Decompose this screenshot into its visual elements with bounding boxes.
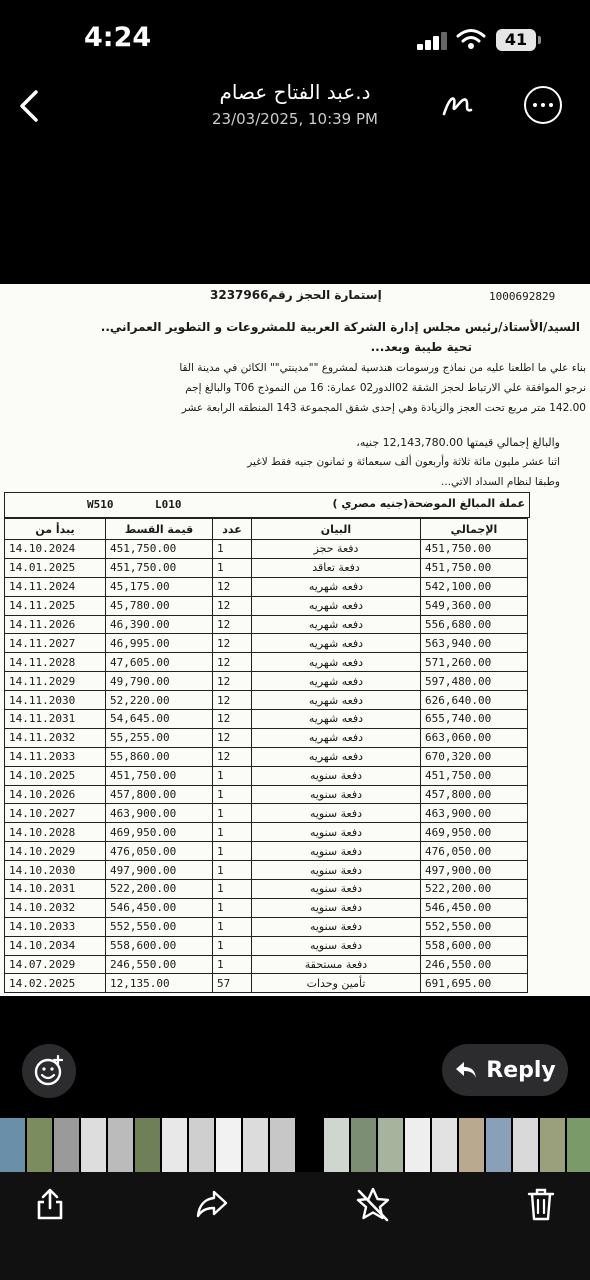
cell-count: 57 [213,974,252,993]
cell-desc: دفعه شهريه [252,728,421,747]
cell-count: 1 [213,861,252,880]
clock: 4:24 [84,22,152,53]
table-row [5,634,528,653]
cell-amount: 497,900.00 [106,861,213,880]
cell-start: 14.11.2030 [5,691,106,710]
cell-amount: 522,200.00 [106,880,213,899]
cell-desc: دفعة سنويه [252,785,421,804]
cell-amount: 45,780.00 [106,596,213,615]
col-total: الإجمالي [421,519,528,540]
cell-count: 1 [213,804,252,823]
cell-total: 552,550.00 [421,917,528,936]
table-row [5,936,528,955]
cell-amount: 55,860.00 [106,747,213,766]
cell-total: 451,750.00 [421,766,528,785]
cell-desc: دفعة سنويه [252,898,421,917]
cell-count: 1 [213,823,252,842]
cell-total: 549,360.00 [421,596,528,615]
body-line-3: 142.00 متر مربع تحت العجز والزيادة وهي إحدى شقق المجموعة 143 المنطقه الرابعة عشر [181,402,586,414]
cell-start: 14.10.2024 [5,540,106,559]
status-bar [0,0,590,80]
cell-total: 546,450.00 [421,898,528,917]
cell-count: 1 [213,540,252,559]
cell-total: 663,060.00 [421,728,528,747]
cell-start: 14.11.2027 [5,634,106,653]
message-header [0,80,590,136]
cell-total: 563,940.00 [421,634,528,653]
table-row [5,653,528,672]
cell-start: 14.11.2031 [5,710,106,729]
cell-total: 469,950.00 [421,823,528,842]
col-amount: قيمة القسط [106,519,213,540]
cell-count: 1 [213,842,252,861]
cell-desc: دفعه شهريه [252,653,421,672]
reply-button[interactable] [442,1044,568,1096]
cell-count: 12 [213,653,252,672]
document-photo [0,284,590,996]
cell-desc: دفعه شهريه [252,710,421,729]
cell-desc: دفعة سنويه [252,804,421,823]
table-row [5,804,528,823]
battery-icon: 41 [496,29,536,51]
cell-amount: 476,050.00 [106,842,213,861]
cell-count: 12 [213,691,252,710]
cell-amount: 46,995.00 [106,634,213,653]
cell-desc: دفعه شهريه [252,596,421,615]
cellular-signal-icon [417,32,449,50]
table-row [5,861,528,880]
table-row [5,558,528,577]
cell-amount: 469,950.00 [106,823,213,842]
bottom-toolbar [0,1172,590,1280]
thumbnail[interactable] [567,1118,590,1172]
payment-system-line: وطبقا لنظام السداد الاتي... [441,476,560,488]
thumbnail-gap [297,1118,322,1172]
cell-total: 457,800.00 [421,785,528,804]
table-row [5,917,528,936]
cell-count: 1 [213,936,252,955]
cell-total: 655,740.00 [421,710,528,729]
cell-count: 1 [213,785,252,804]
cell-desc: دفعة سنويه [252,766,421,785]
cell-start: 14.10.2034 [5,936,106,955]
cell-desc: دفعة مستحقة [252,955,421,974]
cell-start: 14.10.2026 [5,785,106,804]
reply-label: Reply [486,1057,556,1083]
table-row [5,710,528,729]
cell-desc: تأمين وحدات [252,974,421,993]
code-w: W510 [87,498,114,511]
reference-number: 1000692829 [489,290,556,303]
thumbnail[interactable] [432,1118,457,1172]
cell-desc: دفعة سنويه [252,823,421,842]
markup-pen-icon[interactable] [440,86,476,122]
cell-count: 1 [213,917,252,936]
table-row [5,880,528,899]
table-row [5,766,528,785]
cell-amount: 12,135.00 [106,974,213,993]
thumbnail[interactable] [486,1118,511,1172]
thumbnail[interactable] [270,1118,295,1172]
cell-total: 691,695.00 [421,974,528,993]
thumbnail[interactable] [162,1118,187,1172]
cell-desc: دفعه شهريه [252,672,421,691]
cell-start: 14.11.2033 [5,747,106,766]
cell-count: 12 [213,747,252,766]
media-thumbnail-strip[interactable] [0,1118,590,1172]
cell-amount: 457,800.00 [106,785,213,804]
cell-desc: دفعه شهريه [252,577,421,596]
table-row [5,785,528,804]
cell-start: 14.11.2028 [5,653,106,672]
cell-start: 14.01.2025 [5,558,106,577]
cell-amount: 45,175.00 [106,577,213,596]
cell-total: 522,200.00 [421,880,528,899]
cell-desc: دفعة سنويه [252,917,421,936]
thumbnail[interactable] [135,1118,160,1172]
table-row [5,672,528,691]
table-row [5,596,528,615]
cell-desc: دفعه شهريه [252,634,421,653]
cell-total: 451,750.00 [421,540,528,559]
contact-name[interactable]: د.عبد الفتاح عصام [219,80,371,104]
wifi-icon [456,27,486,51]
emoji-add-icon [22,1044,76,1098]
thumbnail[interactable] [378,1118,403,1172]
col-count: عدد [213,519,252,540]
cell-amount: 451,750.00 [106,766,213,785]
cell-start: 14.10.2027 [5,804,106,823]
table-row [5,898,528,917]
thumbnail[interactable] [108,1118,133,1172]
cell-start: 14.11.2029 [5,672,106,691]
cell-start: 14.11.2025 [5,596,106,615]
cell-count: 1 [213,766,252,785]
cell-start: 14.11.2032 [5,728,106,747]
col-start: يبدأ من [5,519,106,540]
cell-start: 14.10.2032 [5,898,106,917]
table-row [5,577,528,596]
cell-amount: 54,645.00 [106,710,213,729]
currency-note: عملة المبالغ الموضحة(جنيه مصري ) [332,497,525,510]
cell-desc: دفعة حجز [252,540,421,559]
message-datetime: 23/03/2025, 10:39 PM [212,110,378,128]
thumbnail[interactable] [405,1118,430,1172]
thumbnail[interactable] [81,1118,106,1172]
cell-amount: 55,255.00 [106,728,213,747]
addressee-line: السيد/الأستاذ/رئيس مجلس إدارة الشركة العربية للمشروعات و التطوير العمراني.. [100,320,580,334]
form-title: إستمارة الحجز رقم3237966 [210,288,382,302]
cell-total: 497,900.00 [421,861,528,880]
cell-total: 451,750.00 [421,558,528,577]
thumbnail[interactable] [0,1118,25,1172]
table-row [5,842,528,861]
cell-desc: دفعه شهريه [252,615,421,634]
cell-total: 542,100.00 [421,577,528,596]
cell-total: 670,320.00 [421,747,528,766]
cell-start: 14.11.2026 [5,615,106,634]
thumbnail[interactable] [216,1118,241,1172]
cell-amount: 47,605.00 [106,653,213,672]
unstar-icon[interactable] [354,1186,392,1224]
cell-desc: دفعه شهريه [252,691,421,710]
thumbnail[interactable] [243,1118,268,1172]
table-row [5,955,528,974]
cell-start: 14.11.2024 [5,577,106,596]
cell-start: 14.10.2028 [5,823,106,842]
cell-count: 12 [213,634,252,653]
cell-start: 14.10.2030 [5,861,106,880]
cell-start: 14.10.2025 [5,766,106,785]
cell-amount: 46,390.00 [106,615,213,634]
more-options-icon[interactable] [524,86,562,124]
cell-total: 626,640.00 [421,691,528,710]
thumbnail[interactable] [513,1118,538,1172]
table-header-row [5,519,528,540]
cell-amount: 49,790.00 [106,672,213,691]
cell-total: 597,480.00 [421,672,528,691]
cell-amount: 246,550.00 [106,955,213,974]
cell-desc: دفعة تعاقد [252,558,421,577]
cell-start: 14.07.2029 [5,955,106,974]
cell-desc: دفعة سنويه [252,936,421,955]
table-row [5,728,528,747]
cell-total: 246,550.00 [421,955,528,974]
trash-icon[interactable] [526,1186,556,1222]
cell-amount: 52,220.00 [106,691,213,710]
share-icon[interactable] [34,1186,66,1222]
cell-start: 14.10.2031 [5,880,106,899]
table-row [5,747,528,766]
thumbnail[interactable] [459,1118,484,1172]
cell-desc: دفعه شهريه [252,747,421,766]
cell-start: 14.10.2033 [5,917,106,936]
cell-start: 14.02.2025 [5,974,106,993]
col-desc: البيان [252,519,421,540]
body-line-1: بناء علي ما اطلعنا عليه من نماذج ورسومات هندسية لمشروع ""مدينتي"" الكائن في مدينة القا [179,362,586,374]
thumbnail[interactable] [27,1118,52,1172]
cell-amount: 558,600.00 [106,936,213,955]
thumbnail[interactable] [540,1118,565,1172]
cell-count: 12 [213,728,252,747]
cell-total: 463,900.00 [421,804,528,823]
greeting-line: تحية طيبة وبعد... [370,340,472,354]
cell-total: 558,600.00 [421,936,528,955]
table-row [5,691,528,710]
table-row [5,540,528,559]
code-l: L010 [155,498,182,511]
cell-count: 12 [213,577,252,596]
table-row [5,823,528,842]
cell-start: 14.10.2029 [5,842,106,861]
codes-row [4,492,530,518]
forward-icon[interactable] [194,1186,230,1222]
cell-total: 556,680.00 [421,615,528,634]
cell-count: 1 [213,955,252,974]
cell-amount: 463,900.00 [106,804,213,823]
cell-total: 571,260.00 [421,653,528,672]
cell-count: 12 [213,710,252,729]
thumbnail[interactable] [324,1118,349,1172]
reply-arrow-icon [454,1060,478,1080]
add-reaction-button[interactable] [22,1044,76,1098]
table-row [5,974,528,993]
cell-count: 12 [213,615,252,634]
cell-count: 1 [213,558,252,577]
cell-count: 1 [213,898,252,917]
total-words-line: اثنا عشر مليون مائة ثلاثة وأربعون ألف سبعمائة و ثمانون جنيه فقط لاغير [247,456,560,468]
thumbnail[interactable] [189,1118,214,1172]
cell-amount: 552,550.00 [106,917,213,936]
battery-tip [538,36,541,44]
cell-amount: 451,750.00 [106,540,213,559]
cell-total: 476,050.00 [421,842,528,861]
cell-amount: 546,450.00 [106,898,213,917]
total-value-line: والبالغ إجمالي قيمتها 12,143,780.00 جنيه، [356,436,560,449]
body-line-2: نرجو الموافقة علي الارتباط لحجز الشقة 02الدور02 عمارة: 16 من النموذج T06 والبالغ إجم [185,382,586,394]
thumbnail[interactable] [54,1118,79,1172]
table-row [5,615,528,634]
cell-count: 1 [213,880,252,899]
cell-count: 12 [213,672,252,691]
cell-desc: دفعة سنويه [252,842,421,861]
cell-desc: دفعة سنويه [252,861,421,880]
payment-schedule-table [4,518,528,993]
thumbnail[interactable] [351,1118,376,1172]
cell-count: 12 [213,596,252,615]
cell-amount: 451,750.00 [106,558,213,577]
cell-desc: دفعة سنويه [252,880,421,899]
